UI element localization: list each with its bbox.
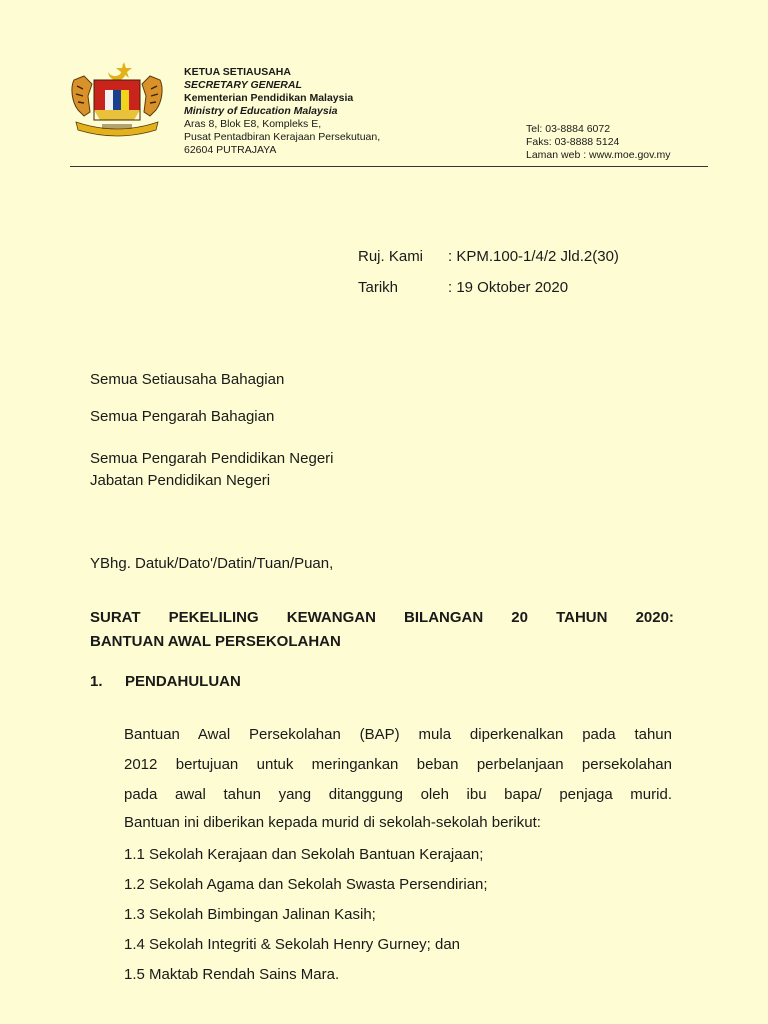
title-ms: KETUA SETIAUSAHA <box>184 66 291 78</box>
date-row <box>358 279 568 296</box>
reference-row <box>358 248 619 265</box>
date-label: Tarikh <box>358 279 399 296</box>
salutation: YBhg. Datuk/Dato'/Datin/Tuan/Puan, <box>90 555 334 572</box>
subject-word: SURAT <box>90 609 141 626</box>
subject-word: PEKELILING <box>168 609 259 626</box>
subject-word: BILANGAN <box>404 609 484 626</box>
letterhead-text <box>184 66 380 157</box>
contact-info <box>526 123 671 162</box>
subject-word: TAHUN <box>556 609 608 626</box>
list-item: 1.4 Sekolah Integriti & Sekolah Henry Gurney; dan <box>124 936 461 953</box>
ministry-en: Ministry of Education Malaysia <box>184 105 338 117</box>
address-line: Pusat Pentadbiran Kerajaan Persekutuan, <box>184 131 381 143</box>
list-item: 1.5 Maktab Rendah Sains Mara. <box>124 966 340 983</box>
fax: Faks: 03-8888 5124 <box>526 136 620 148</box>
subject-line-2: BANTUAN AWAL PERSEKOLAHAN <box>90 633 341 650</box>
subject-word: 20 <box>511 609 528 626</box>
section-heading <box>90 673 241 690</box>
subject-heading <box>90 606 674 654</box>
letterhead-divider <box>70 166 708 167</box>
list-item: 1.3 Sekolah Bimbingan Jalinan Kasih; <box>124 906 376 923</box>
list-item: 1.1 Sekolah Kerajaan dan Sekolah Bantuan Kerajaan; <box>124 846 484 863</box>
subject-word: 2020: <box>635 609 674 626</box>
recipient: Jabatan Pendidikan Negeri <box>90 472 271 489</box>
paragraph-line: Bantuan Awal Persekolahan (BAP) mula diperkenalkan pada tahun <box>124 726 672 743</box>
ministry-ms: Kementerian Pendidikan Malaysia <box>184 92 354 104</box>
address-line: Aras 8, Blok E8, Kompleks E, <box>184 118 322 130</box>
title-en: SECRETARY GENERAL <box>184 79 302 91</box>
address-line: 62604 PUTRAJAYA <box>184 144 277 156</box>
reference-value: : KPM.100-1/4/2 Jld.2(30) <box>448 248 619 265</box>
recipient: Semua Setiausaha Bahagian <box>90 371 285 388</box>
section-number: 1. <box>90 673 103 690</box>
date-value: : 19 Oktober 2020 <box>448 279 569 296</box>
recipient: Semua Pengarah Bahagian <box>90 408 275 425</box>
subject-word: KEWANGAN <box>286 609 376 626</box>
paragraph-line: pada awal tahun yang ditanggung oleh ibu bapa/ penjaga murid. <box>124 786 672 803</box>
section-title: PENDAHULUAN <box>125 673 241 690</box>
malaysia-coat-of-arms-icon <box>68 58 166 138</box>
reference-label: Ruj. Kami <box>358 248 424 265</box>
paragraph-line: Bantuan ini diberikan kepada murid di sekolah-sekolah berikut: <box>124 814 541 831</box>
paragraph-line: 2012 bertujuan untuk meringankan beban perbelanjaan persekolahan <box>124 756 672 773</box>
list-item: 1.2 Sekolah Agama dan Sekolah Swasta Persendirian; <box>124 876 488 893</box>
website: Laman web : www.moe.gov.my <box>526 149 671 161</box>
telephone: Tel: 03-8884 6072 <box>526 123 611 135</box>
recipient: Semua Pengarah Pendidikan Negeri <box>90 450 334 467</box>
intro-paragraph <box>124 720 672 836</box>
